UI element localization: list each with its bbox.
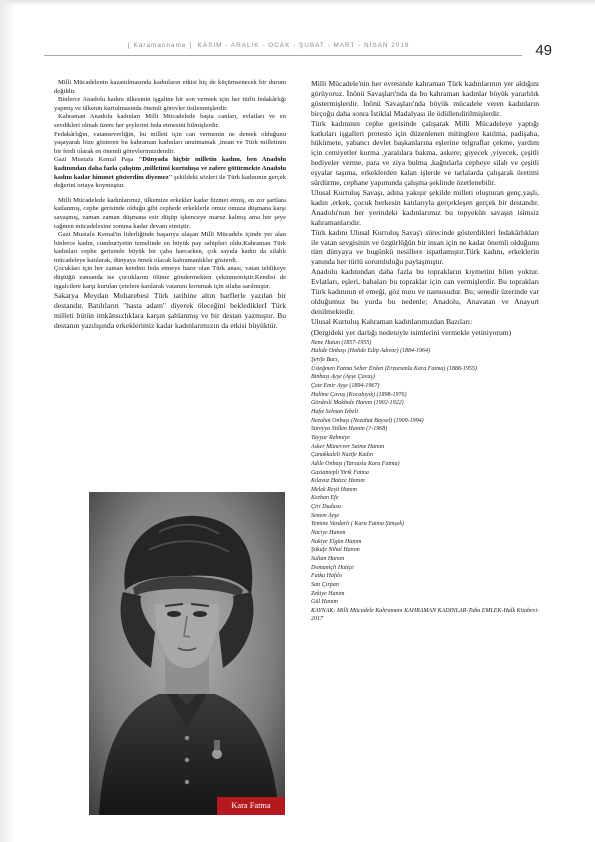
left-column (54, 79, 286, 331)
list-item: Şükufe Nihal Hanım (311, 547, 360, 554)
list-item: Satı Çırpan (311, 582, 339, 589)
list-item: Çanakkaleli Nazife Kadın (311, 452, 373, 459)
list-item: Kılavuz Hatice Hanım (311, 478, 365, 485)
portrait-image (89, 492, 285, 815)
left-paragraph-8: Çocukları için her zaman kendini feda etmeye hazır olan Türk anası, vatan tehlikeye düştüğü zamanda ise çocuklarını ölüme göndermekten çekinmemiştir.Kendisi de işgalcilere karşı kurulan çetelere katılarak vatanını korumak için silaha sarılmıştır. (54, 265, 286, 290)
list-item: Sultan Hanım (311, 556, 345, 563)
list-item: Binbaşı Ayşe (Ayşe Çavuş) (311, 374, 375, 381)
list-item: Nakiye Elgün Hanım (311, 538, 362, 545)
right-paragraph-4: Türk kadını Ulusal Kurtuluş Savaş'ı sürecinde gösterdikleri fedakârlıkları ile vatan sevgisinin ve özgürlüğün bir insan için ne kadar önemli olduğunu tüm dünyaya ve bugünkü nesillere ispatlamıştır.Türk kadını, erkeklerin yanında her türlü sorumluluğu paylaşmıştır. (311, 227, 539, 267)
heroines-list (311, 339, 539, 607)
list-item: Tayyar Rahmiye (311, 434, 350, 441)
list-item: Gül Hanım (311, 599, 338, 606)
list-item: Naciye Hanım (311, 530, 346, 537)
list-item: Melek Reşit Hanım (311, 486, 357, 493)
list-item: Nene Hatun (1857-1955) (311, 339, 372, 346)
left-paragraph-1: Milli Mücadelenin kazanılmasında kadınların etkisi hiç de küçümsenecek bir durum değildir. (54, 79, 286, 95)
list-item: Kezban Efe (311, 495, 339, 502)
left-paragraph-9: Sakarya Meydan Muharebesi Türk tarihine altın harflerle yazılan bir destandır. Batılıların "hasta adam" diyerek öleceğini beklediklerI Türk milleti bütün imkânsızlıklara karşın şahlanmış ve bir destan yazmıştır. Bu destanın yazılışında erkeklerimiz kadar kadınlarımızın da etkisi büyüktür. (54, 291, 286, 330)
right-paragraph-1: Milli Mücadele'nin her evresinde kahraman Türk kadınlarının yer aldığını görüyoruz. İnönü Savaşları'nda da bu kahraman kadınlar büyük yararlılık göstermişlerdir. İnönü Savaşları'nda büyük mücadele veren kadınların birçoğu daha sonra İstiklal Madalyası ile ödüllendirilmişlerdir. (311, 79, 539, 118)
list-item: Domaniçli Hatiçe (311, 564, 354, 571)
right-paragraph-5: Anadolu kadınından daha fazla bu toprakların kıymetini bilen yoktur. Evlatları, eşleri, babaları bu topraklar için can vermişlerdir. Bu toprakları Türk kadınının el emeği, göz nuru ve namusudur. Bu; senedir üzerinde var olduğumuz bu yurda bu nedenle; Anadolu, Anavatan ve Anayurt denilmektedir. (311, 267, 539, 316)
right-column (311, 79, 539, 623)
source-citation: KAYNAK: Milli Mücadele Kahramanı KAHRAMAN KADINLAR-Tuba EMLEK-Halk Kitabevi-2017 (311, 608, 539, 622)
right-paragraph-3: Ulusal Kurtuluş Savaşı, adına yakışır şekilde milleti oluşturan genç,yaşlı, kadın ,erkek, çocuk herkesin katılarıyla gerçekleşen gerçek bir destandır. Anadolu'nun her yerindeki kadınlarımız bu topyekün savaşın isimsiz kahramanlarıdır. (311, 187, 539, 227)
list-item: Zekiye Hanım (311, 590, 345, 597)
list-item: Halime Çavuş (Kocabıyık) (1898-1976) (311, 391, 407, 398)
running-header (128, 42, 443, 54)
list-item: Senem Ayşe (311, 512, 340, 519)
issue-date: KASIM - ARALIK - OCAK - ŞUBAT - MART - NİSAN 2019 (197, 42, 410, 49)
photo-caption: Kara Fatma (217, 797, 285, 815)
left-paragraph-4: Fedakârlığın, vatanseverliğin, bu milleti için can vermenin ne demek olduğunu yaşayarak bize gösteren bu kahraman kadınları unutmamak ,insan ve Türk milletinin bir ferdi olarak en önemli görevlerimizdendir. (54, 130, 286, 155)
left-paragraph-6: Milli Mücadelede kadınlarımız, ülkemize erkekler kadar hizmet etmiş, en zor şartlara katlanmış, cephe gerisinde olduğu gibi cephede erkeklerle omuz omuza düşmana karşı savaşmış, zaman zaman düşmana esir düşüp işkenceye maruz kalmış ama her şeye rağmen mücadelesine sonuna kadar devam etmiştir. (54, 196, 286, 230)
list-item: Nezahat Onbaşı (Nezahat Baysel) (1909-1994) (311, 417, 424, 424)
list-item: Halide Onbaşı (Halide Edip Adıvar) (1884-1964) (311, 348, 431, 355)
list-item: Şerife Bacı, (311, 356, 339, 363)
list-item: Gaziantepli Yirik Fatma (311, 469, 369, 476)
list-item: Çete Emir Ayşe (1894-1967) (311, 382, 380, 389)
list-item: Adile Onbaşı (Tarsuslu Kara Fatma) (311, 460, 400, 467)
list-item: Çiri Dudusu (311, 504, 341, 511)
quote-intro: Gazi Mustafa Kemal Paşa (54, 156, 134, 164)
list-item: Gördesli Makbule Hanım (1902-1922) (311, 400, 404, 407)
left-paragraph-2: Binlerce Anadolu kadını ülkesinin işgaline bir son vermek için her türlü fedakârlığı yapmış ve ülkenin kurtulmasında önemli görevler üstlenmişlerdir. (54, 96, 286, 112)
list-item: Hafız Selman İzbeli (311, 408, 358, 415)
right-paragraph-2: Türk kadınının cephe gerisinde çalışarak Milli Mücadeleye yaptığı katkıları işgalleri protesto için düzenlenen mitinglere katılma, padişaha, hükümete, yabancı devlet başkanlarına eşlerine telgraflar çekme, yardım için cemiyetler kurma ,yaralılara bakma, askere; giyecek ,yiyecek, çeşitli hediyeler verme, para ve ziya bulma ,kağnılarla cepheye silah ve çeşitli eşyalar taşıma, erkeklerden kalan işlerde ve tarlalarda çalışarak üretimi sürdürme, cephane yapımında çalışma şeklinde özetlenebilir. (311, 118, 539, 188)
ataturk-quote: "Dünyada hiçbir milletin kadını, ben Anadolu kadınından daha fazla çalıştım ,milletimi kurtuluşa ve zafere götürmekte Anadolu kadını kadar himmet gösterdim diyemez" (54, 156, 286, 181)
page-edge-shadow-top (0, 0, 595, 6)
page-edge-shadow-left (0, 0, 14, 842)
header-rule (44, 55, 522, 56)
list-item: Yemine Vardarlı ( Kara Fatma Şimşek) (311, 521, 405, 528)
heroines-list-note: (Dergideki yer darlığı nedeniyle isimlerini vermekle yetiniyorum) (311, 327, 512, 337)
left-paragraph-7: Gazi Mustafa Kemal'in liderliğinde başarıya ulaşan Milli Mücadele içinde yer alan binlerce kadın, cumhuriyetin temelinde en büyük pay sahipleri oldu.Kahraman Türk kadınları cephe gerisinde büyük bir çaba harcarken, çok sayıda kadın da silahlı mücadeleye katılarak, dünyaya örnek olacak kahramanlıklar gösterdi. (54, 231, 286, 264)
left-paragraph-3: Kahraman Anadolu kadınları Milli Mücadelede başta canları, evlatları ve en sevdikleri olmak üzere her şeylerini feda etmesini bilmişlerdir. (54, 113, 286, 129)
left-paragraph-5 (54, 156, 286, 190)
list-item: Süreyya Stilkin Hanım (?-1968) (311, 426, 388, 433)
kara-fatma-photo (89, 492, 285, 815)
list-item: Asker Münevver Saime Hanım (311, 443, 385, 450)
heroines-list-title: Ulusal Kurtuluş Kahraman kadınlarımızdan Bazıları: (311, 316, 473, 326)
page-number: 49 (535, 42, 552, 59)
quote-outro: şekildeki sözleri ile Türk kadınının gerçek değerini ortaya koymuştur. (54, 173, 286, 190)
list-item: Üsteğmen Fatma Seher Erden (Erzurumlu Kara Fatma) (1888-1955) (311, 365, 477, 372)
list-item: Fatka Hafılo (311, 573, 342, 580)
magazine-name: [ Karamanname ] (128, 42, 193, 49)
